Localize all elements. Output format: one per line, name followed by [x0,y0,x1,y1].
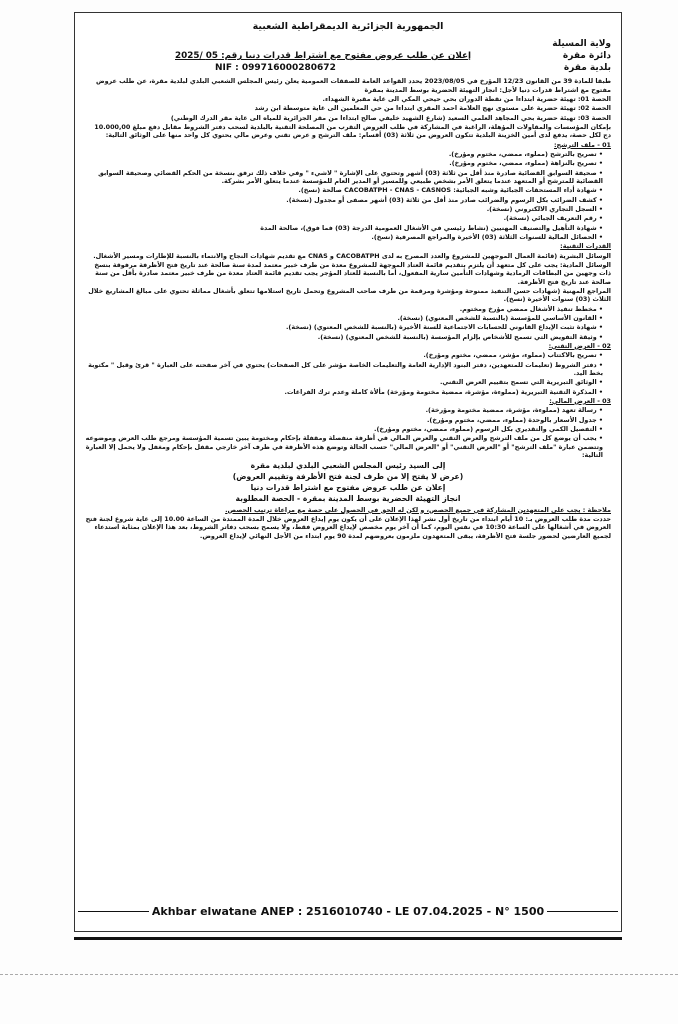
list-item: • رقم التعريف الجبائي (نسخة). [85,214,603,222]
closing-line: إعلان عن طلب عروض مفتوح مع اشتراط قدرات دنيا [250,482,446,492]
conditions-paragraph: بإمكان المؤسسات والمقاولات المؤهلة، الراغبة في المشاركة في طلب العروض التقرب من المصلحة التقنية بالبلدية لسحب دفتر الشروط مقابل دفع مبلغ 10.000,00 دج لكل حصة، يدفع لدى أمين الخزينة البلدية تتكون العروض من ثلاثة (03) أقسام: ملف الترشح و عرض تقني وعرض مالي يحتوي كل واحد منها على الوثائق التالية: [94,123,611,140]
lot-02: الحصة 02: تهيئة حضرية على مستوى نهج العلامة احمد المقري ابتداءا من حي المعلمين الى غاية متوسطة ابن رشد [254,104,611,113]
candidacy-list [85,150,611,241]
section-technical-offer: 02 - العرض التقني: [548,341,611,350]
professional-references: المراجع المهنية (شهادات حسن التنفيذ ممنوحة ومؤشرة ومرقمة من طرف صاحب المشروع وتحمل تاريخ استلامها تتعلق بأشغال مماثلة تحتوي على مبالغ المشاريع خلال الثلاث (03) سنوات الأخيرة (نسخ). [88,286,611,304]
final-paragraph: حددت مدة طلب العروض بـ: 10 أيام ابتداء من تاريخ أول نشر لهذا الإعلان على أن يكون يوم إيداع العروض خلال المدة الممتدة من الساعة 10.00 إلى غاية شروع لجنة فتح العروض في أشغالها على الساعة 10:30 في نفس اليوم، كما أن آخر يوم مخصص لإيداع العروض فقط، ولا يسمح بسحب دفاتر الشروط، بعد هذا الإعلان بمثابة استدعاء لجميع العارضين لحضور جلسة فتح الأظرفة، يبقى المتعهدون ملزمون بعروضهم لمدة 90 يوم ابتداء من الأجل النهائي لإيداع العروض. [85,514,611,540]
list-item: • شهادة أداء المستحقات الجبائية وشبه الجبائية: CACOBATPH - CNAS - CASNOS صالحة (نسخ). [85,186,603,194]
financial-offer-list [85,406,611,459]
list-item: • دفتر الشروط (تعليمات للمتعهدين، دفتر البنود الإدارية العامة والتعليمات الخاصة مؤشر على كل الصفحات) يحتوي في آخر صفحته على العبارة " قرئ وقبل " مكتوبة بخط اليد. [85,361,603,378]
publication-footer [75,905,621,918]
list-item: • الحصائل المالية للسنوات الثلاثة (03) الأخيرة والمراجع المصرفية (نسخ). [85,233,603,241]
daira: دائرة مقرة [562,51,611,62]
footer-divider [547,911,618,912]
list-item: • الوثائق التبريرية التي تسمح بتقييم العرض التقني. [85,378,603,386]
list-item: • تصريح بالترشح (مملوء، ممضي، مختوم ومؤرخ). [85,150,603,158]
list-item: • جدول الأسعار بالوحدة (مملوء، ممضي، مختوم ومؤرخ). [85,416,603,424]
nif-number: NIF : 099716000280672 [215,62,336,73]
commune: بلدية مقرة [563,62,611,73]
list-item: • التفصيل الكمي والتقديري بكل الرسوم (مملوء، ممضي، مختوم ومؤرخ). [85,425,603,433]
lot-01: الحصة 01: تهيئة حضرية ابتداءا من نقطة الدوران بحي حيحي المكي الى غاية مقبرة الشهداء. [322,95,611,104]
envelope-address [85,461,611,503]
scan-artifact-line [0,974,678,975]
list-item: • كشف الضرائب بكل الرسوم والضرائب صادر منذ أقل من ثلاثة (03) أشهر مصفى أو مجدول (نسخة). [85,196,603,204]
technical-list [85,305,611,341]
footer-reference: Akhbar elwatane ANEP : 2516010740 - LE 07.04.2025 - N° 1500 [151,905,545,918]
announcement-page [74,12,622,932]
technical-offer-list [85,351,611,396]
page-rule [74,937,622,940]
list-item: • السجل التجاري الالكتروني (نسخة). [85,205,603,213]
section-candidacy: 01 - ملف الترشح: [553,140,611,149]
list-item: • رسالة تعهد (مملوءة، مؤشرة، ممضية مختومة ومؤرخة). [85,406,603,414]
republic-title: الجمهورية الجزائرية الديمقراطية الشعبية [252,21,444,32]
list-item: • تصريح بالنزاهة (مملوء، ممضي، مختوم ومؤرخ). [85,159,603,167]
wilaya: ولاية المسيلة [552,39,611,50]
section-technical-capacity: القدرات التقنية: [560,242,611,251]
section-financial-offer: 03 - العرض المالي: [549,396,611,405]
closing-line: إلى السيد رئيس المجلس الشعبي البلدي لبلدية مقرة [250,461,446,471]
material-means: الوسائل المادية: يجب على كل متعهد أن يلتزم بتقديم قائمة العتاد الموجهة للمشروع معدة من طرف خبير معتمد لمدة سنة صالحة عند تاريخ فتح الأظرفة مرفوقة بنسخ ذات وجهين من البطاقات الرمادية وشهادات التأمين سارية المفعول، أما بالنسبة للعتاد المؤجر يجب تقديم قائمة العتاد معدة من طرف خبير معتمد صادرة بأقل من سنة صالحة عند تاريخ فتح الأظرفة. [94,260,611,286]
footer-divider [78,911,149,912]
announcement-title: إعلان عن طلب عروض مفتوح مع اشتراط قدرات دنيا رقم: 05 /2025 [175,51,472,62]
list-item: • القانون الأساسي للمؤسسة (بالنسبة للشخص المعنوي) (نسخة). [85,314,603,322]
list-item: • شهادة التأهيل والتصنيف المهنيين (نشاط رئيسي في الأشغال العمومية الدرجة (03) فما فوق)، صالحة المدة [85,224,603,232]
list-item: • صحيفة السوابق القضائية صادرة منذ أقل من ثلاثة (03) أشهر وتحتوي على الإشارة " لاشيء " وفي خلاف ذلك ترفق بنسخة من الحكم القضائي وصحيفة السوابق القضائية للمترشح أو المتعهد عندما يتعلق الأمر بشخص طبيعي وللمسير أو المدير العام للمؤسسة عندما يتعلق الأمر بشركة. [85,169,603,186]
list-item: • شهادة تثبت الإيداع القانوني للحسابات الاجتماعية للسنة الأخيرة (بالنسبة للشخص المعنوي) (نسخة). [85,323,603,331]
closing-line: انجاز التهيئة الحضرية بوسط المدينة بمقرة - الحصة المطلوبة [235,493,461,503]
list-item: • مخطط تنفيذ الأشغال ممضي مؤرخ ومختوم. [85,305,603,313]
intro-paragraph: طبقا للمادة 39 من القانون 12/23 المؤرخ في 2023/08/05 يحدد القواعد العامة للصفقات العمومية يعلن رئيس المجلس الشعبي البلدي لبلدية مقرة، عن طلب عروض مفتوح مع اشتراط قدرات دنيا لأجل: انجاز التهيئة الحضرية بوسط المدينة بمقرة [95,77,611,94]
list-item: • وثيقة التفويض التي تسمح للأشخاص بإلزام المؤسسة (بالنسبة للشخص المعنوي) (نسخة). [85,333,603,341]
list-item: • تصريح بالاكتتاب (مملوء، مؤشر، ممضي، مختوم ومؤرخ). [85,351,603,359]
closing-line: (عرض لا يفتح إلا من طرف لجنة فتح الأظرفة وتقييم العروض) [232,472,464,482]
lot-03: الحصة 03: تهيئة حضرية بحي المجاهد العلمي السعيد (شارع الشهيد خليفي صالح ابتداءا من مقر الجزائرية للمياه الى غاية مقر الدرك الوطني) [170,113,611,122]
list-item: • يجب أن يوضع كل من ملف الترشح والعرض التقني والعرض المالي في أظرفة منفصلة ومقفلة بإحكام ومختومة يبين تسمية المؤسسة ومرجع طلب العرض وموضوعه وتتضمن عبارة "ملف الترشح" أو "العرض التقني" أو "العرض المالي" حسب الحالة وتوضع هذه الأظرفة في ظرف آخر خارجي مقفل بإحكام ومغفل ولا يحمل إلا العبارة التالية: [85,434,603,459]
list-item: • المذكرة التقنية التبريرية (مملوءة، مؤشرة، ممضية مختومة ومؤرخة) مألأة كاملة وعدم ترك الفراغات. [85,388,603,396]
note: ملاحظة : يجب على المتعهدين المشاركة في جميع الحصص، و لكن له الحق في الحصول على حصة مع مراعاة ترتيب الحصص. [225,505,611,514]
human-means: الوسائل البشرية (قائمة العمال الموجهين للمشروع والعدد المصرح به لدى CACOBATPH و CNAS مع تقديم شهادات النجاح والانتماء بالنسبة للإطارات ومسير الأشغال. [93,251,611,260]
